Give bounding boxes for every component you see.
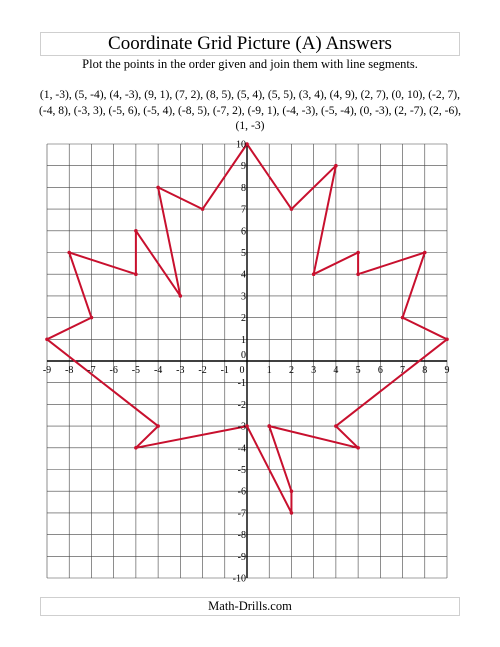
x-tick-label: 8 [422,365,428,376]
y-tick-label: -2 [237,399,246,411]
plotted-point [201,207,205,211]
plotted-point [290,489,294,493]
plotted-point [290,511,294,515]
x-tick-label: 0 [239,365,245,376]
y-tick-label: 8 [241,182,246,194]
plotted-point [179,294,183,298]
tick-labels [43,140,450,585]
x-tick-label: -3 [176,365,185,376]
y-tick-label: -10 [232,573,246,585]
x-tick-label: -2 [198,365,207,376]
y-tick-label: 5 [241,248,246,259]
plotted-point [356,446,360,450]
x-tick-label: -4 [153,365,163,376]
plotted-point [290,207,294,211]
x-tick-label: 2 [288,365,294,376]
y-tick-label: -4 [237,443,246,455]
plotted-point [445,338,449,342]
plotted-point [401,316,405,320]
y-tick-label: -3 [237,421,246,433]
y-tick-label: -7 [237,508,246,520]
points-list: (1, -3), (5, -4), (4, -3), (9, 1), (7, 2), (8, 5), (5, 4), (5, 5), (3, 4), (4, 9), (2, 7), (0, 10), (-2, 7), (-4, 8), (-3, 3), (-5, 6), (-5, 4), (-8, 5), (-7, 2), (-9, 1), (-4, -3), (-5, -4), (0, -3), (2, -7), (2, -6), (1, -3) [38,88,462,132]
footer-credit: Math-Drills.com [40,597,460,616]
plotted-point [334,424,338,428]
y-tick-label: 3 [241,291,246,303]
x-tick-label: -1 [220,365,229,376]
plotted-point [356,251,360,255]
y-tick-label: 1 [241,334,246,346]
x-tick-label: -9 [42,365,52,376]
y-tick-label: 4 [241,269,246,281]
plotted-point [334,164,338,168]
plotted-point [67,251,71,255]
plotted-point [134,446,138,450]
y-tick-label: -1 [237,378,246,390]
x-tick-label: -7 [87,365,96,376]
instructions: Plot the points in the order given and join them with line segments. [82,57,418,71]
x-tick-label: 6 [377,365,383,376]
y-tick-label: 0 [241,350,246,361]
x-tick-label: 7 [400,365,406,376]
plotted-point [90,316,94,320]
plotted-point [45,338,49,342]
plotted-point [267,424,271,428]
x-tick-label: 3 [311,365,317,376]
y-tick-label: -9 [237,551,246,563]
y-tick-label: 2 [241,313,246,325]
y-tick-label: 7 [241,204,246,216]
plotted-point [312,272,316,276]
plotted-point [134,229,138,233]
x-tick-label: -8 [65,365,74,376]
y-tick-label: 9 [241,161,246,173]
y-tick-label: 6 [241,226,246,238]
plotted-point [423,251,427,255]
y-tick-label: -6 [237,486,246,498]
plotted-point [156,424,160,428]
plotted-point [156,186,160,190]
x-tick-label: 1 [266,365,272,376]
x-tick-label: 5 [355,365,361,376]
y-tick-label: 10 [236,139,246,151]
y-tick-label: -8 [237,530,246,542]
plotted-point [356,272,360,276]
plotted-point [134,272,138,276]
page-title: Coordinate Grid Picture (A) Answers [40,32,460,56]
x-tick-label: 4 [333,365,339,376]
y-tick-label: -5 [237,465,246,476]
x-tick-label: -5 [131,365,141,376]
x-tick-label: 9 [444,365,450,376]
x-tick-label: -6 [109,365,118,376]
